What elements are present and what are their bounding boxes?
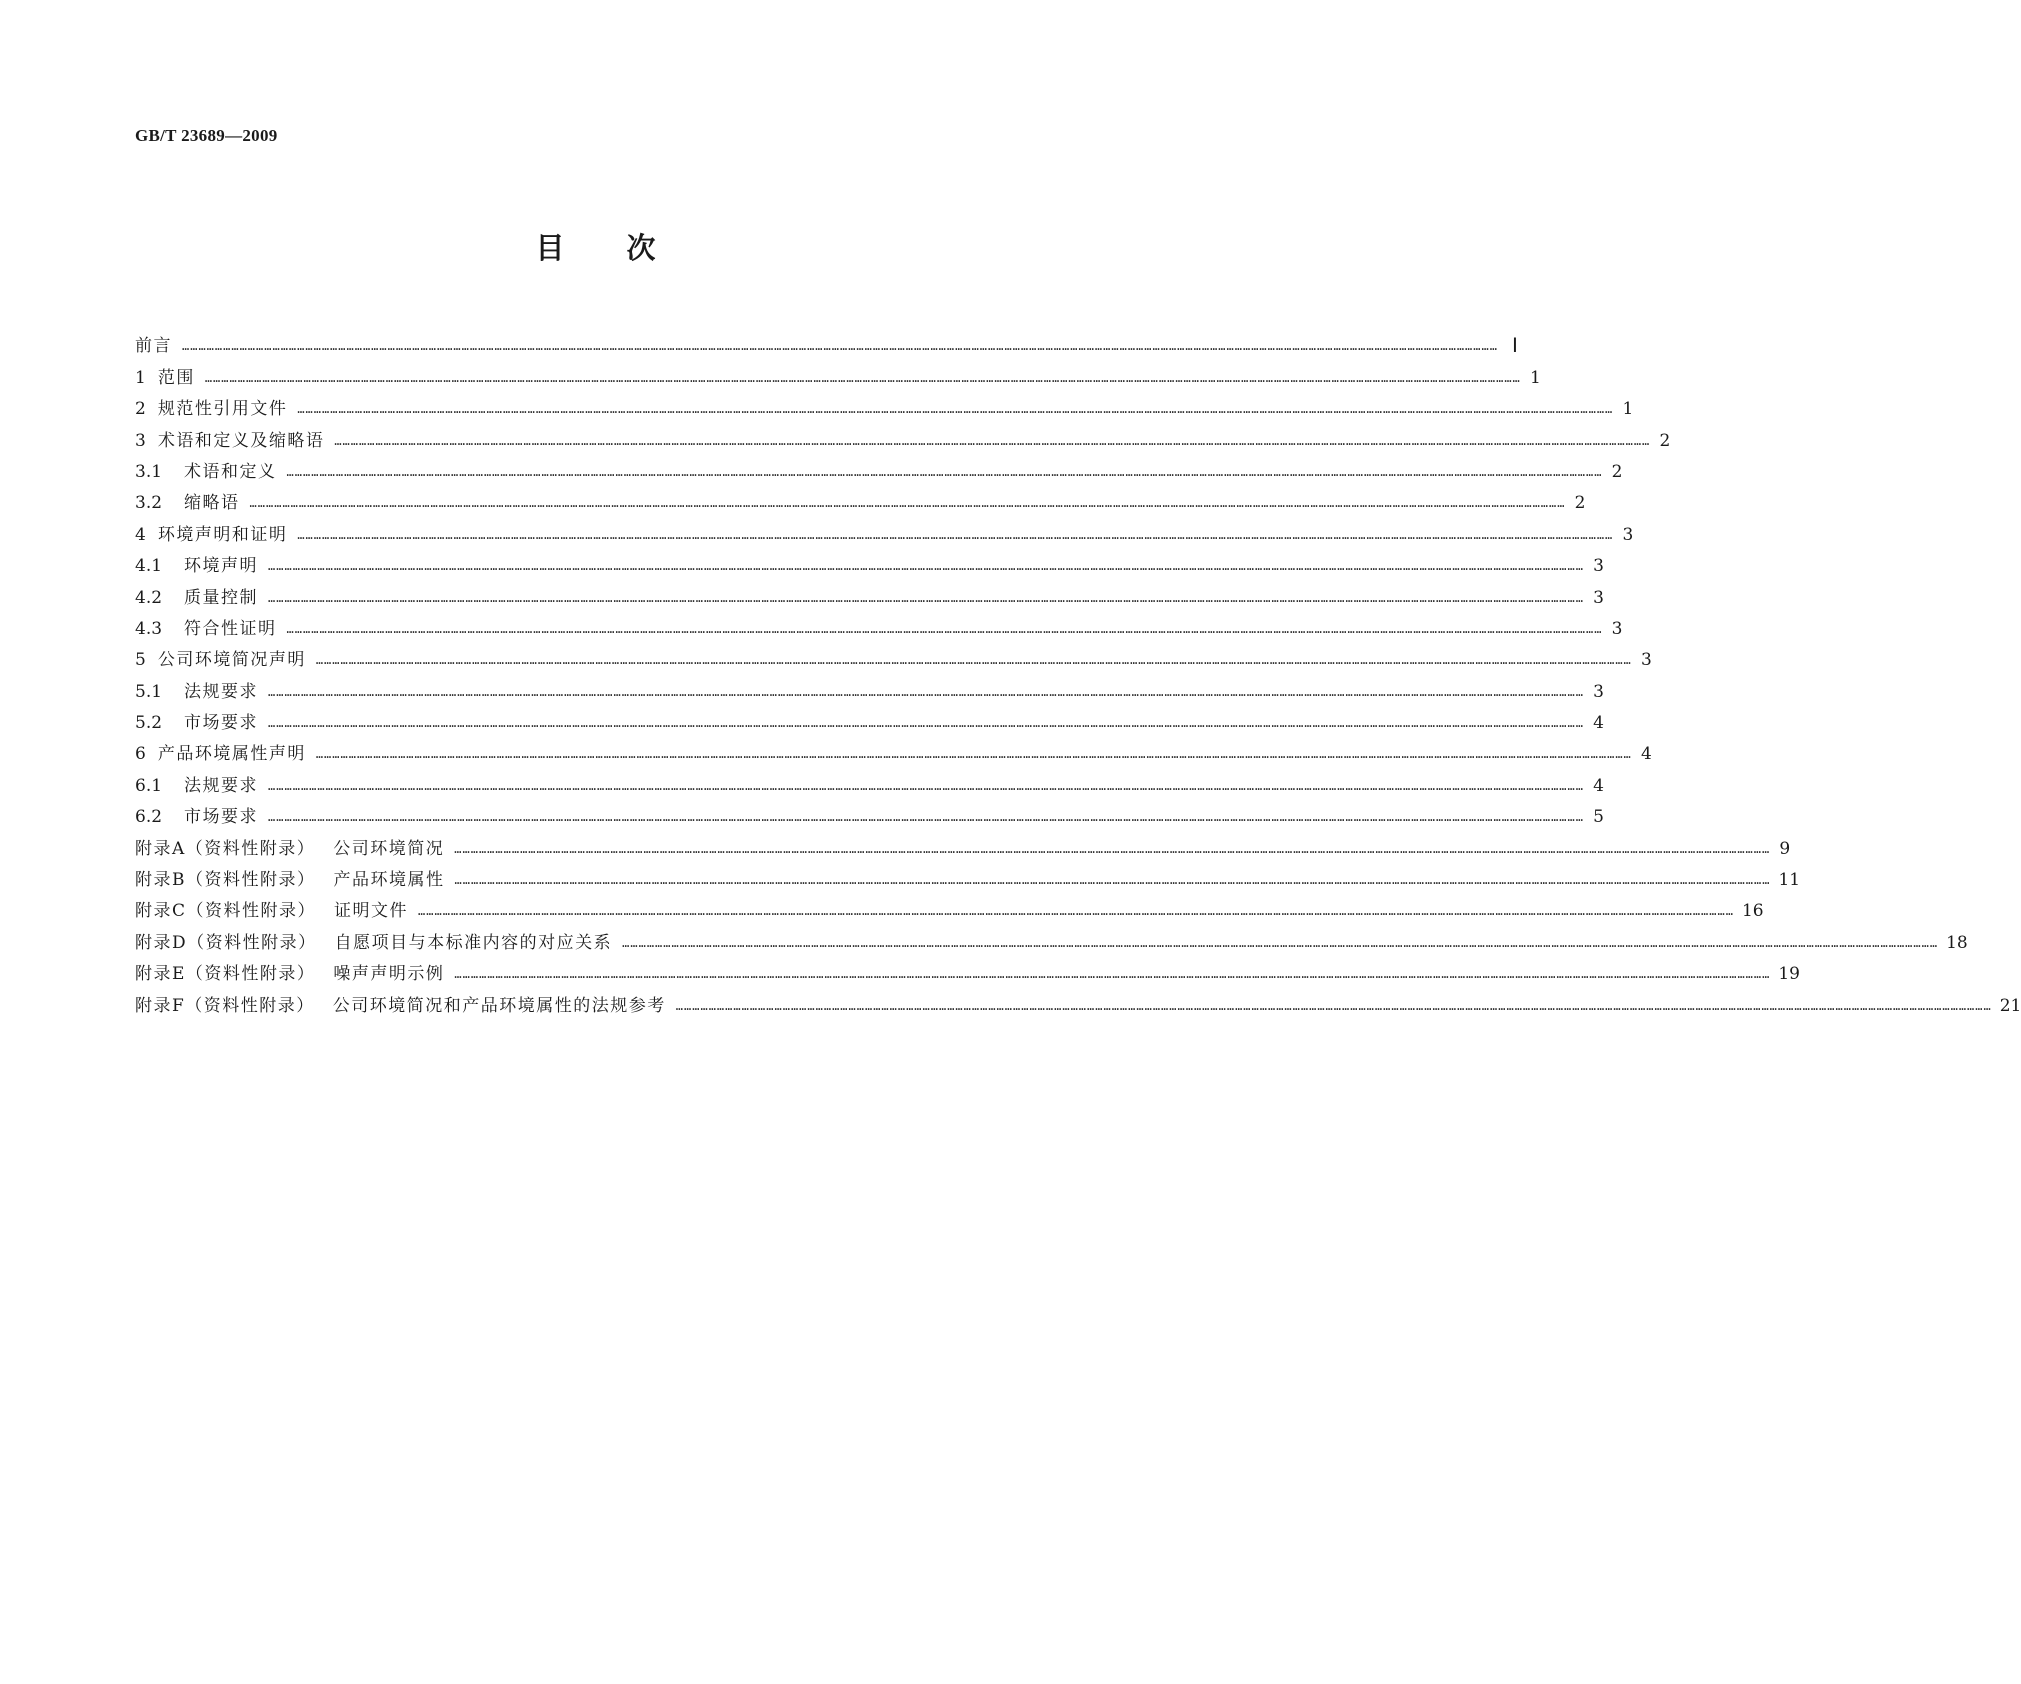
toc-page-number: 11 (1778, 870, 1801, 891)
toc-entry-label: 质量控制 (184, 587, 259, 608)
toc-dot-leader: ………………………………………………………………………………………………………………………………………………………………………………………………………………………………………………………………………………………………………………………………………………………………………………………………………………………………………… (268, 590, 1584, 605)
toc-page-number: 9 (1779, 838, 1791, 859)
toc-entry[interactable] (135, 639, 1652, 671)
toc-dot-leader: ………………………………………………………………………………………………………………………………………………………………………………………………………………………………………………………………………………………………………………………………………………………………………………………………………………………………………… (204, 370, 1521, 385)
toc-page-number: 2 (1611, 461, 1623, 482)
toc-dot-leader: ………………………………………………………………………………………………………………………………………………………………………………………………………………………………………………………………………………………………………………………………………………………………………………………………………………………………………… (334, 433, 1651, 448)
toc-entry-label: 证明文件 (334, 901, 409, 922)
toc-section-number: 3.2 (135, 493, 163, 514)
toc-page-number: 3 (1593, 587, 1604, 608)
toc-appendix-prefix: 附录D（资料性附录） (135, 932, 317, 953)
toc-entry[interactable] (135, 419, 1671, 451)
toc-entry[interactable] (135, 388, 1634, 420)
toc-dot-leader: ………………………………………………………………………………………………………………………………………………………………………………………………………………………………………………………………………………………………………………………………………………………………………………………………………………………………………… (675, 998, 1992, 1013)
toc-entry-label: 环境声明和证明 (157, 524, 288, 545)
table-of-contents (135, 325, 2021, 1016)
toc-page-number: 3 (1593, 681, 1604, 702)
toc-entry-label: 规范性引用文件 (157, 399, 288, 420)
toc-entry[interactable] (135, 921, 1968, 953)
toc-dot-leader: ………………………………………………………………………………………………………………………………………………………………………………………………………………………………………………………………………………………………………………………………………………………………………………………………………………………………………… (286, 621, 1603, 636)
toc-entry-label: 前言 (135, 336, 172, 357)
toc-entry-label: 自愿项目与本标准内容的对应关系 (334, 932, 613, 953)
toc-section-number: 4.2 (135, 587, 163, 608)
toc-dot-leader: ………………………………………………………………………………………………………………………………………………………………………………………………………………………………………………………………………………………………………………………………………………………………………………………………………………………………………… (286, 464, 1603, 479)
toc-entry-label: 术语和定义 (184, 461, 277, 482)
toc-entry-label: 法规要求 (184, 775, 259, 796)
toc-dot-leader: ………………………………………………………………………………………………………………………………………………………………………………………………………………………………………………………………………………………………………………………………………………………………………………………………………………………………………… (315, 747, 1632, 762)
toc-page-number: 19 (1778, 964, 1800, 985)
toc-section-number: 6.1 (135, 775, 163, 796)
toc-entry-label: 产品环境属性 (333, 870, 445, 891)
toc-page-number: 3 (1622, 524, 1634, 545)
toc-dot-leader: ………………………………………………………………………………………………………………………………………………………………………………………………………………………………………………………………………………………………………………………………………………………………………………………………………………………………………… (297, 402, 1614, 417)
toc-page-number: 2 (1574, 493, 1586, 514)
toc-entry[interactable] (135, 482, 1586, 514)
toc-entry[interactable] (135, 513, 1634, 545)
toc-entry-label: 环境声明 (184, 556, 259, 577)
toc-section-number: 5.1 (135, 681, 163, 702)
toc-dot-leader: ………………………………………………………………………………………………………………………………………………………………………………………………………………………………………………………………………………………………………………………………………………………………………………………………………………………………………… (454, 967, 1771, 982)
toc-entry-label: 市场要求 (184, 713, 259, 734)
toc-entry[interactable] (135, 733, 1652, 765)
toc-page-number: 16 (1741, 901, 1764, 922)
toc-page-number: 3 (1640, 650, 1652, 671)
toc-appendix-prefix: 附录F（资料性附录） (135, 995, 315, 1016)
toc-page-number: 2 (1659, 430, 1671, 451)
toc-entry[interactable] (135, 325, 1518, 358)
toc-entry[interactable] (135, 953, 1800, 985)
toc-section-number: 5.2 (135, 713, 163, 734)
toc-entry-label: 公司环境简况和产品环境属性的法规参考 (332, 995, 666, 1016)
toc-entry[interactable] (135, 608, 1623, 639)
toc-page-number: 4 (1593, 775, 1604, 796)
toc-appendix-prefix: 附录E（资料性附录） (135, 964, 316, 985)
toc-dot-leader: ………………………………………………………………………………………………………………………………………………………………………………………………………………………………………………………………………………………………………………………………………………………………………………………………………………………………………… (454, 873, 1771, 888)
toc-dot-leader: ………………………………………………………………………………………………………………………………………………………………………………………………………………………………………………………………………………………………………………………………………………………………………………………………………………………………………… (268, 778, 1584, 793)
toc-entry-label: 术语和定义及缩略语 (157, 430, 325, 451)
toc-section-number: 6.2 (135, 807, 163, 828)
toc-section-number: 5 (135, 650, 146, 671)
toc-entry-label: 公司环境简况 (333, 838, 445, 859)
toc-entry-label: 噪声声明示例 (333, 964, 445, 985)
toc-dot-leader: ………………………………………………………………………………………………………………………………………………………………………………………………………………………………………………………………………………………………………………………………………………………………………………………………………………………………………… (268, 684, 1584, 699)
toc-entry[interactable] (135, 984, 2021, 1016)
toc-section-number: 4 (135, 524, 146, 545)
toc-entry[interactable] (135, 890, 1764, 922)
toc-page-number: Ⅰ (1512, 335, 1518, 358)
toc-entry-label: 市场要求 (184, 807, 259, 828)
toc-page-number: 4 (1593, 713, 1604, 734)
toc-section-number: 2 (135, 399, 146, 420)
toc-entry-label: 公司环境简况声明 (157, 650, 306, 671)
toc-page-number: 3 (1611, 618, 1623, 639)
toc-dot-leader: ………………………………………………………………………………………………………………………………………………………………………………………………………………………………………………………………………………………………………………………………………………………………………………………………………………………………………… (315, 653, 1632, 668)
toc-entry[interactable] (135, 796, 1604, 828)
toc-entry[interactable] (135, 576, 1604, 608)
toc-dot-leader: ………………………………………………………………………………………………………………………………………………………………………………………………………………………………………………………………………………………………………………………………………………………………………………………………………………………………………… (454, 841, 1771, 856)
toc-section-number: 3.1 (135, 461, 163, 482)
toc-page-number: 1 (1622, 399, 1634, 420)
toc-dot-leader: ………………………………………………………………………………………………………………………………………………………………………………………………………………………………………………………………………………………………………………………………………………………………………………………………………………………………………… (268, 716, 1584, 731)
toc-entry[interactable] (135, 859, 1801, 891)
toc-dot-leader: ………………………………………………………………………………………………………………………………………………………………………………………………………………………………………………………………………………………………………………………………………………………………………………………………………………………………………… (297, 527, 1614, 542)
toc-dot-leader: ………………………………………………………………………………………………………………………………………………………………………………………………………………………………………………………………………………………………………………………………………………………………………………………………………………………………………… (182, 339, 1498, 354)
toc-section-number: 4.3 (135, 618, 163, 639)
toc-entry-label: 范围 (157, 367, 195, 388)
page-title: 目次 (535, 231, 718, 265)
toc-entry[interactable] (135, 670, 1604, 702)
toc-section-number: 4.1 (135, 556, 163, 577)
toc-section-number: 6 (135, 744, 146, 765)
toc-dot-leader: ………………………………………………………………………………………………………………………………………………………………………………………………………………………………………………………………………………………………………………………………………………………………………………………………………………………………………… (622, 935, 1939, 950)
toc-page-number: 21 (1999, 995, 2021, 1016)
toc-entry-label: 法规要求 (184, 681, 259, 702)
toc-entry[interactable] (135, 451, 1623, 482)
toc-appendix-prefix: 附录B（资料性附录） (135, 870, 316, 891)
toc-entry[interactable] (135, 764, 1604, 796)
toc-entry-label: 符合性证明 (184, 618, 277, 639)
toc-page-number: 3 (1593, 556, 1604, 577)
toc-page-number: 5 (1593, 807, 1604, 828)
toc-entry[interactable] (135, 545, 1604, 577)
toc-entry[interactable] (135, 827, 1791, 859)
toc-page-number: 4 (1640, 744, 1652, 765)
toc-entry[interactable] (135, 356, 1541, 388)
toc-appendix-prefix: 附录C（资料性附录） (135, 901, 317, 922)
toc-entry-label: 缩略语 (184, 493, 240, 514)
toc-section-number: 3 (135, 430, 146, 451)
standard-code: GB/T 23689—2009 (135, 126, 278, 145)
toc-entry[interactable] (135, 702, 1604, 734)
toc-page-number: 18 (1946, 932, 1968, 953)
toc-dot-leader: ………………………………………………………………………………………………………………………………………………………………………………………………………………………………………………………………………………………………………………………………………………………………………………………………………………………………………… (249, 496, 1566, 511)
toc-dot-leader: ………………………………………………………………………………………………………………………………………………………………………………………………………………………………………………………………………………………………………………………………………………………………………………………………………………………………………… (418, 904, 1734, 919)
toc-appendix-prefix: 附录A（资料性附录） (135, 838, 316, 859)
toc-dot-leader: ………………………………………………………………………………………………………………………………………………………………………………………………………………………………………………………………………………………………………………………………………………………………………………………………………………………………………… (268, 810, 1584, 825)
toc-page-number: 1 (1529, 367, 1541, 388)
toc-section-number: 1 (135, 367, 146, 388)
toc-dot-leader: ………………………………………………………………………………………………………………………………………………………………………………………………………………………………………………………………………………………………………………………………………………………………………………………………………………………………………… (268, 559, 1584, 574)
toc-entry-label: 产品环境属性声明 (157, 744, 306, 765)
